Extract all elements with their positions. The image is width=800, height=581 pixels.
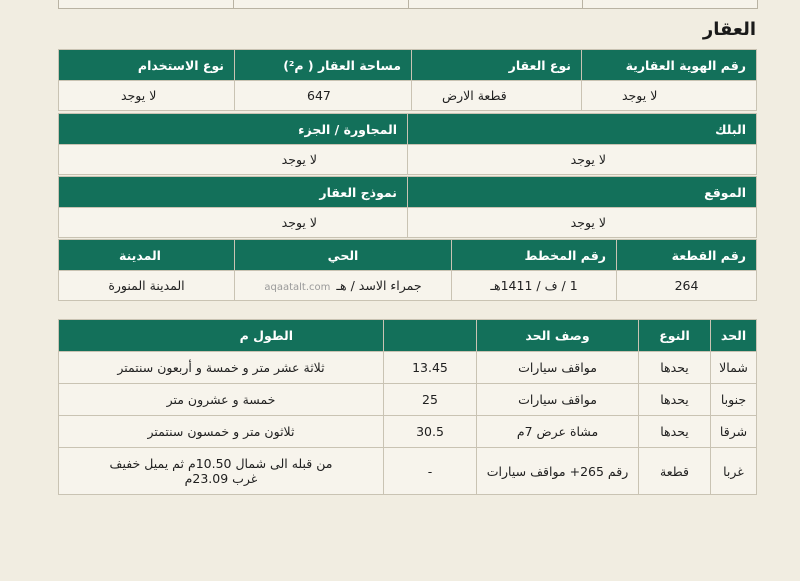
header-city: المدينة <box>59 240 235 271</box>
value-city: المدينة المنورة <box>59 271 235 301</box>
plot-table <box>58 239 757 301</box>
boundary-row-south <box>59 384 757 416</box>
header-usage-type: نوع الاستخدام <box>59 50 235 81</box>
boundary-type: قطعة <box>639 448 711 495</box>
header-scheme-number: رقم المخطط <box>452 240 617 271</box>
value-neighborhood-part: لا يوجد <box>59 145 408 175</box>
boundary-length: من قبله الى شمال 10.50م ثم يميل خفيف غرب 23.09م <box>59 448 384 495</box>
boundary-number: 25 <box>384 384 477 416</box>
header-property-id: رقم الهوية العقارية <box>582 50 757 81</box>
boundary-number: - <box>384 448 477 495</box>
boundary-side: شمالا <box>711 352 757 384</box>
value-usage-type: لا يوجد <box>59 81 235 111</box>
value-property-id: لا يوجد <box>582 81 757 111</box>
watermark-text: aqaatalt.com <box>264 282 331 293</box>
boundary-length: خمسة و عشرون متر <box>59 384 384 416</box>
boundary-type: يحدها <box>639 352 711 384</box>
header-boundary-description: وصف الحد <box>477 320 639 352</box>
header-plot-number: رقم القطعة <box>617 240 757 271</box>
site-table <box>58 176 757 238</box>
block-header-row <box>59 114 757 145</box>
header-district: الحي <box>235 240 452 271</box>
plot-value-row <box>59 271 757 301</box>
boundaries-table <box>58 319 757 495</box>
header-block: البلك <box>408 114 757 145</box>
value-site: لا يوجد <box>408 208 757 238</box>
boundary-row-east <box>59 416 757 448</box>
boundary-number: 13.45 <box>384 352 477 384</box>
header-length: الطول م <box>59 320 384 352</box>
value-property-model: لا يوجد <box>59 208 408 238</box>
previous-table-remnant <box>58 0 758 9</box>
boundary-row-west <box>59 448 757 495</box>
section-title-property: العقار <box>702 19 756 40</box>
property-header-row <box>59 50 757 81</box>
boundary-row-north <box>59 352 757 384</box>
boundary-description: مشاة عرض 7م <box>477 416 639 448</box>
site-header-row <box>59 177 757 208</box>
property-value-row <box>59 81 757 111</box>
boundary-side: غربا <box>711 448 757 495</box>
value-scheme-number: 1 / ف / 1411هـ <box>452 271 617 301</box>
boundary-description: مواقف سيارات <box>477 352 639 384</box>
boundaries-header-row <box>59 320 757 352</box>
boundary-number: 30.5 <box>384 416 477 448</box>
boundary-side: شرقا <box>711 416 757 448</box>
boundary-length: ثلاثون متر و خمسون سنتمتر <box>59 416 384 448</box>
header-boundary: الحد <box>711 320 757 352</box>
value-district-cell <box>235 271 452 301</box>
value-property-area: 647 <box>235 81 412 111</box>
value-block: لا يوجد <box>408 145 757 175</box>
site-value-row <box>59 208 757 238</box>
header-property-type: نوع العقار <box>412 50 582 81</box>
boundary-type: يحدها <box>639 384 711 416</box>
property-table <box>58 49 757 111</box>
header-property-model: نموذج العقار <box>59 177 408 208</box>
boundary-description: رقم 265+ مواقف سيارات <box>477 448 639 495</box>
value-property-type: قطعة الارض <box>412 81 582 111</box>
block-table <box>58 113 757 175</box>
value-plot-number: 264 <box>617 271 757 301</box>
value-district: جمراء الاسد / هـ <box>336 278 422 293</box>
header-boundary-type: النوع <box>639 320 711 352</box>
header-boundary-number <box>384 320 477 352</box>
header-neighborhood-part: المجاورة / الجزء <box>59 114 408 145</box>
header-site: الموقع <box>408 177 757 208</box>
block-value-row <box>59 145 757 175</box>
boundary-side: جنوبا <box>711 384 757 416</box>
boundary-length: ثلاثة عشر متر و خمسة و أربعون سنتمتر <box>59 352 384 384</box>
boundary-type: يحدها <box>639 416 711 448</box>
boundary-description: مواقف سيارات <box>477 384 639 416</box>
plot-header-row <box>59 240 757 271</box>
header-property-area: مساحة العقار ( م²) <box>235 50 412 81</box>
